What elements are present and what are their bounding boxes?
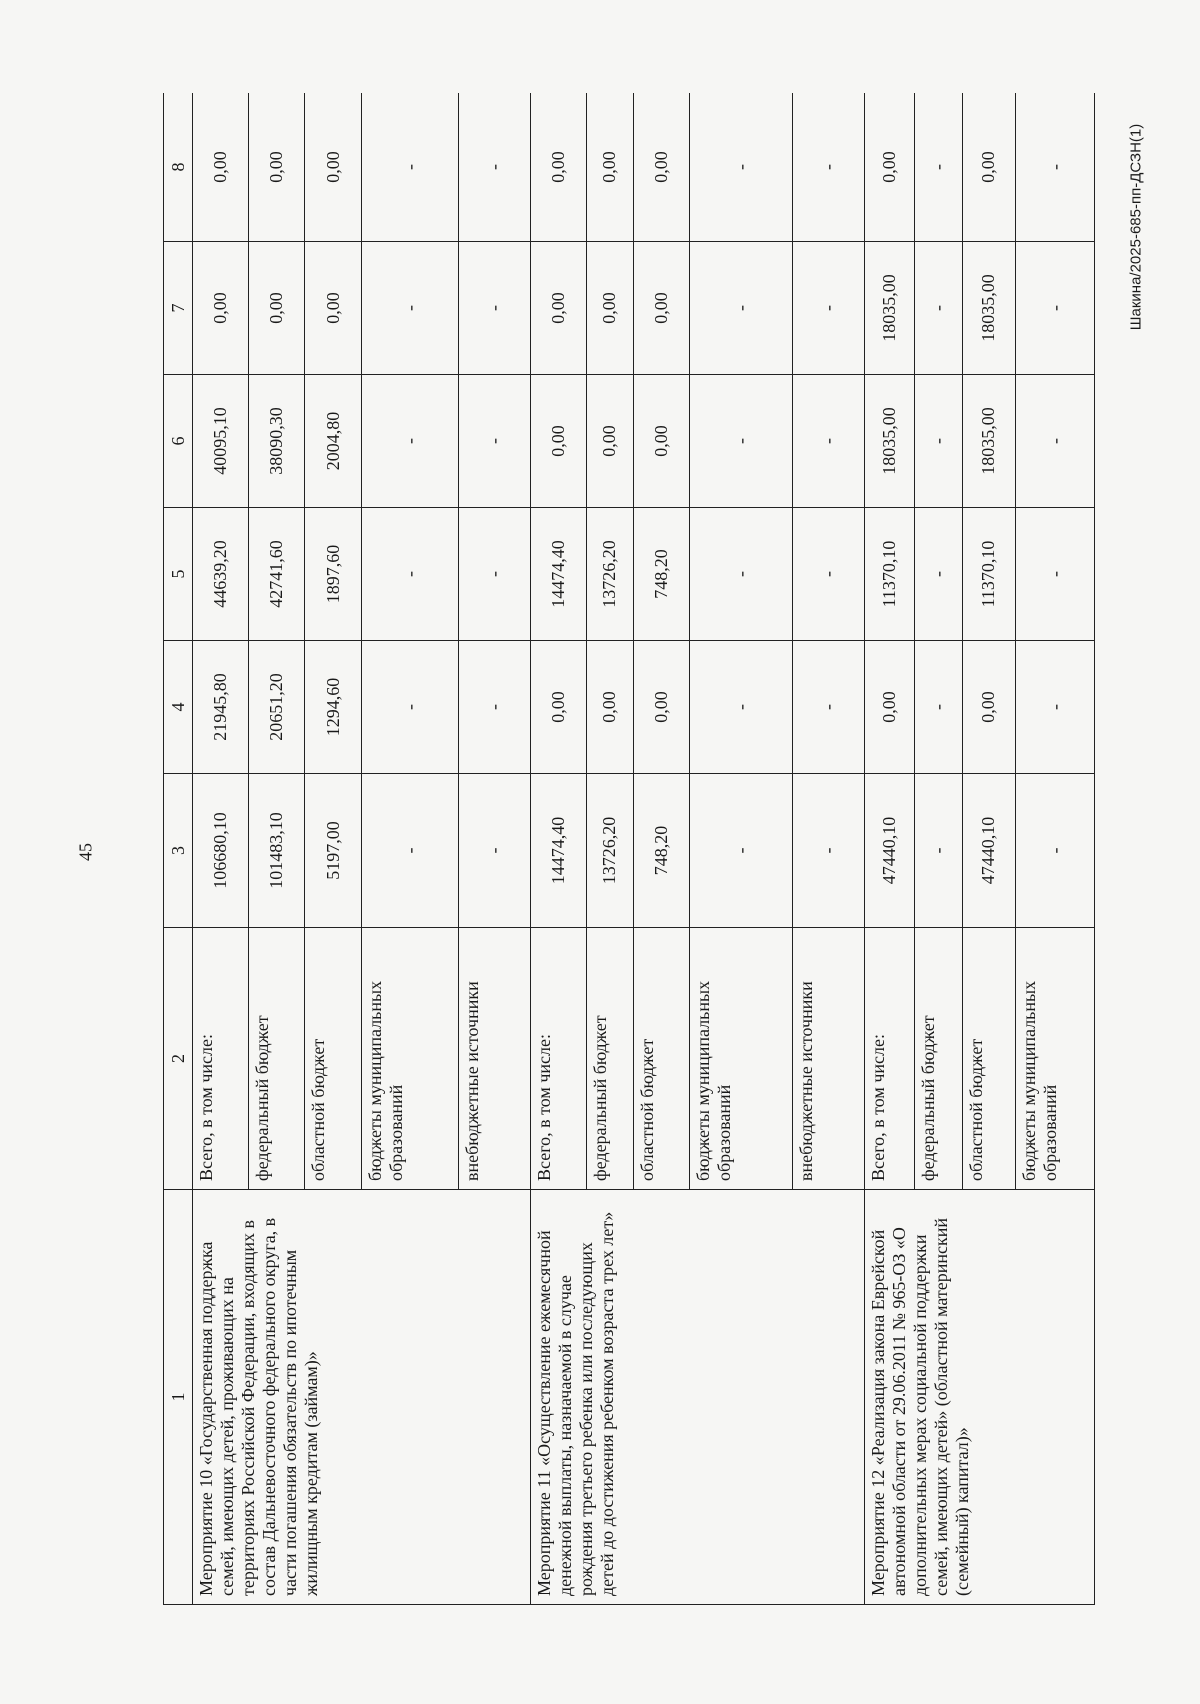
value-cell: 0,00 [249, 242, 305, 375]
value-cell: 47440,10 [962, 774, 1016, 928]
value-cell: - [458, 774, 530, 928]
value-cell: 0,00 [530, 375, 586, 508]
funding-source-cell: внебюджетные источники [793, 928, 865, 1190]
value-cell: - [458, 641, 530, 774]
value-cell: - [1016, 375, 1095, 508]
value-cell: 47440,10 [864, 774, 914, 928]
value-cell: 0,00 [633, 641, 689, 774]
header-cell: 3 [164, 774, 193, 928]
table-row [530, 93, 586, 1605]
value-cell: - [1016, 508, 1095, 641]
value-cell: 106680,10 [193, 774, 249, 928]
value-cell: 14474,40 [530, 774, 586, 928]
funding-source-cell: бюджеты муниципальных образований [689, 928, 792, 1190]
header-cell: 8 [164, 93, 193, 242]
value-cell: 0,00 [633, 93, 689, 242]
value-cell: 1294,60 [305, 641, 362, 774]
value-cell: 0,00 [586, 93, 633, 242]
event-cell: Мероприятие 10 «Государственная поддержка семей, имеющих детей, проживающих на территориях Российской Федерации, входящих в состав Дальневосточного федерального округа, в части погашения обязательств по ипотечным жилищным кредитам (займам)» [193, 1190, 531, 1605]
value-cell: - [793, 508, 865, 641]
funding-source-cell: областной бюджет [633, 928, 689, 1190]
funding-source-cell: федеральный бюджет [586, 928, 633, 1190]
value-cell: 18035,00 [864, 375, 914, 508]
value-cell: - [458, 93, 530, 242]
funding-source-cell: федеральный бюджет [249, 928, 305, 1190]
page-number: 45 [75, 843, 96, 861]
value-cell: - [915, 375, 962, 508]
value-cell: 40095,10 [193, 375, 249, 508]
value-cell: - [362, 774, 458, 928]
value-cell: 0,00 [864, 93, 914, 242]
value-cell: - [1016, 774, 1095, 928]
value-cell: - [458, 508, 530, 641]
funding-source-cell: областной бюджет [962, 928, 1016, 1190]
value-cell: - [689, 242, 792, 375]
value-cell: 5197,00 [305, 774, 362, 928]
header-cell: 7 [164, 242, 193, 375]
header-cell: 6 [164, 375, 193, 508]
value-cell: 101483,10 [249, 774, 305, 928]
rotated-table-wrapper [163, 93, 1095, 1605]
funding-source-cell: областной бюджет [305, 928, 362, 1190]
value-cell: 11370,10 [864, 508, 914, 641]
value-cell: 0,00 [962, 93, 1016, 242]
value-cell: 0,00 [305, 242, 362, 375]
value-cell: - [915, 641, 962, 774]
value-cell: - [793, 93, 865, 242]
value-cell: - [793, 375, 865, 508]
header-cell: 4 [164, 641, 193, 774]
value-cell: 748,20 [633, 774, 689, 928]
value-cell: - [458, 375, 530, 508]
value-cell: 18035,00 [864, 242, 914, 375]
value-cell: 18035,00 [962, 242, 1016, 375]
value-cell: - [689, 93, 792, 242]
value-cell: 2004,80 [305, 375, 362, 508]
value-cell: 38090,30 [249, 375, 305, 508]
value-cell: - [915, 508, 962, 641]
table-row [193, 93, 249, 1605]
value-cell: - [458, 242, 530, 375]
value-cell: - [1016, 641, 1095, 774]
document-code: Шакина/2025-685-пп-ДСЗН(1) [1127, 123, 1145, 331]
value-cell: 0,00 [633, 375, 689, 508]
value-cell: 0,00 [193, 242, 249, 375]
value-cell: 0,00 [962, 641, 1016, 774]
header-cell: 5 [164, 508, 193, 641]
event-cell: Мероприятие 11 «Осуществление ежемесячной денежной выплаты, назначаемой в случае рождения третьего ребенка или последующих детей до достижения ребенком возраста трех лет» [530, 1190, 864, 1605]
value-cell: 0,00 [305, 93, 362, 242]
funding-source-cell: федеральный бюджет [915, 928, 962, 1190]
value-cell: - [915, 774, 962, 928]
value-cell: 0,00 [586, 375, 633, 508]
value-cell: - [1016, 242, 1095, 375]
value-cell: 0,00 [864, 641, 914, 774]
value-cell: - [362, 641, 458, 774]
funding-source-cell: бюджеты муниципальных образований [362, 928, 458, 1190]
budget-table [163, 93, 1095, 1605]
value-cell: 0,00 [530, 93, 586, 242]
value-cell: 20651,20 [249, 641, 305, 774]
value-cell: - [362, 375, 458, 508]
value-cell: 748,20 [633, 508, 689, 641]
funding-source-cell: Всего, в том числе: [530, 928, 586, 1190]
funding-source-cell: внебюджетные источники [458, 928, 530, 1190]
value-cell: 14474,40 [530, 508, 586, 641]
value-cell: 0,00 [633, 242, 689, 375]
value-cell: - [362, 242, 458, 375]
value-cell: 0,00 [193, 93, 249, 242]
value-cell: - [689, 375, 792, 508]
value-cell: 1897,60 [305, 508, 362, 641]
event-cell: Мероприятие 12 «Реализация закона Еврейской автономной области от 29.06.2011 № 965-ОЗ «О дополнительных мерах социальной поддержки семей, имеющих детей» (областной материнский (семейный) капитал)» [864, 1190, 1094, 1605]
value-cell: 42741,60 [249, 508, 305, 641]
value-cell: - [362, 508, 458, 641]
value-cell: 21945,80 [193, 641, 249, 774]
value-cell: - [915, 242, 962, 375]
value-cell: - [689, 774, 792, 928]
header-cell: 2 [164, 928, 193, 1190]
funding-source-cell: Всего, в том числе: [864, 928, 914, 1190]
table-frame [163, 93, 1095, 1605]
value-cell: - [793, 641, 865, 774]
value-cell: - [1016, 93, 1095, 242]
value-cell: 44639,20 [193, 508, 249, 641]
value-cell: 11370,10 [962, 508, 1016, 641]
value-cell: 0,00 [530, 242, 586, 375]
value-cell: - [689, 641, 792, 774]
value-cell: 0,00 [586, 641, 633, 774]
value-cell: - [793, 242, 865, 375]
header-row [164, 93, 193, 1605]
value-cell: 0,00 [586, 242, 633, 375]
table-row [864, 93, 914, 1605]
funding-source-cell: бюджеты муниципальных образований [1016, 928, 1095, 1190]
value-cell: 13726,20 [586, 774, 633, 928]
header-cell: 1 [164, 1190, 193, 1605]
funding-source-cell: Всего, в том числе: [193, 928, 249, 1190]
value-cell: 0,00 [530, 641, 586, 774]
value-cell: 18035,00 [962, 375, 1016, 508]
value-cell: - [362, 93, 458, 242]
value-cell: 0,00 [249, 93, 305, 242]
value-cell: - [915, 93, 962, 242]
value-cell: 13726,20 [586, 508, 633, 641]
value-cell: - [689, 508, 792, 641]
value-cell: - [793, 774, 865, 928]
